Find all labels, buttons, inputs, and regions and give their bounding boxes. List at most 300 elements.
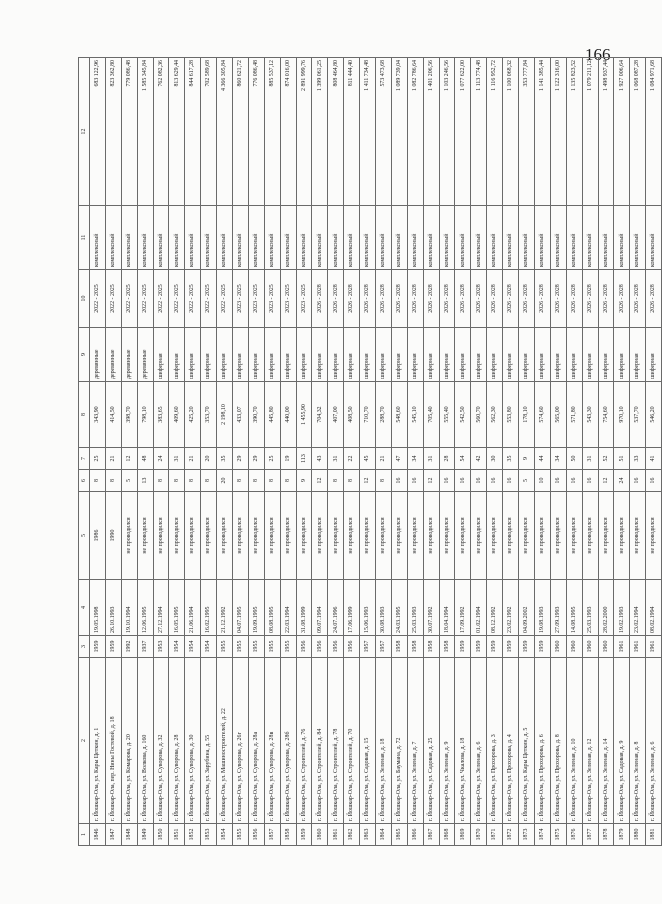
- last-repair-cell: не проводился: [582, 492, 598, 580]
- roof-material-cell: шиферная: [519, 328, 535, 382]
- cost-cell: 844 617,28: [185, 58, 201, 206]
- year-built-cell: 1955: [248, 636, 264, 658]
- address-cell: г. Йошкар-Ола, ул. Суворова, д. 28а: [248, 658, 264, 824]
- area-cell: 571,80: [566, 382, 582, 448]
- row-number-cell: 1855: [233, 824, 249, 846]
- count-col6-cell: 20: [217, 470, 233, 492]
- period-cell: 2026 - 2028: [439, 270, 455, 328]
- count-col6-cell: 16: [566, 470, 582, 492]
- count-col6-cell: 24: [614, 470, 630, 492]
- work-type-cell: комплексный: [503, 206, 519, 270]
- header-cell: 5: [79, 492, 90, 580]
- table-row: [233, 58, 249, 846]
- year-built-cell: 1959: [105, 636, 121, 658]
- count-col6-cell: 8: [201, 470, 217, 492]
- year-built-cell: 1960: [598, 636, 614, 658]
- area-cell: 178,10: [519, 382, 535, 448]
- date-cell: 27.12.1994: [153, 580, 169, 636]
- row-number-cell: 1863: [360, 824, 376, 846]
- last-repair-cell: не проводился: [614, 492, 630, 580]
- period-cell: 2026 - 2028: [598, 270, 614, 328]
- count-col6-cell: 8: [90, 470, 106, 492]
- table-row: [487, 58, 503, 846]
- last-repair-cell: не проводился: [534, 492, 550, 580]
- address-cell: г. Йошкар-Ола, ул. Строителей, д. 70: [344, 658, 360, 824]
- table-row: [280, 58, 296, 846]
- count-col7-cell: 31: [582, 448, 598, 470]
- row-number-cell: 1852: [185, 824, 201, 846]
- table-row: [471, 58, 487, 846]
- date-cell: 24.03.1995: [391, 580, 407, 636]
- address-cell: г. Йошкар-Ола, ул. Зеленая, д. 6: [471, 658, 487, 824]
- work-type-cell: комплексный: [550, 206, 566, 270]
- last-repair-cell: не проводился: [407, 492, 423, 580]
- period-cell: 2022 - 2025: [185, 270, 201, 328]
- row-number-cell: 1865: [391, 824, 407, 846]
- roof-material-cell: шиферная: [455, 328, 471, 382]
- count-col7-cell: 33: [630, 448, 646, 470]
- count-col7-cell: 9: [519, 448, 535, 470]
- count-col7-cell: 21: [105, 448, 121, 470]
- table-row: [121, 58, 137, 846]
- roof-material-cell: шиферная: [550, 328, 566, 382]
- date-cell: 28.02.2000: [598, 580, 614, 636]
- address-cell: г. Йошкар-Ола, ул. Баумана, д. 72: [391, 658, 407, 824]
- row-number-cell: 1869: [455, 824, 471, 846]
- row-number-cell: 1868: [439, 824, 455, 846]
- address-cell: г. Йошкар-Ола, ул. Зеленая, д. 8: [630, 658, 646, 824]
- date-cell: 19.08.1993: [534, 580, 550, 636]
- address-cell: г. Йошкар-Ола, ул. Зеленая, д. 14: [598, 658, 614, 824]
- work-type-cell: комплексный: [201, 206, 217, 270]
- count-col7-cell: 29: [248, 448, 264, 470]
- period-cell: 2022 - 2025: [105, 270, 121, 328]
- count-col6-cell: 16: [471, 470, 487, 492]
- period-cell: 2026 - 2028: [566, 270, 582, 328]
- address-cell: г. Йошкар-Ола, пер. Нины Гостевой, д. 18: [105, 658, 121, 824]
- date-cell: 21.06.1994: [185, 580, 201, 636]
- roof-material-cell: шиферная: [566, 328, 582, 382]
- count-col7-cell: 22: [344, 448, 360, 470]
- address-cell: г. Йошкар-Ола, ул. Суворова, д. 30: [185, 658, 201, 824]
- last-repair-cell: не проводился: [630, 492, 646, 580]
- date-cell: 19.09.1995: [248, 580, 264, 636]
- cost-cell: 762 082,36: [153, 58, 169, 206]
- count-col6-cell: 16: [630, 470, 646, 492]
- table-row: [550, 58, 566, 846]
- period-cell: 2026 - 2028: [503, 270, 519, 328]
- count-col7-cell: 35: [217, 448, 233, 470]
- row-number-cell: 1873: [519, 824, 535, 846]
- cost-cell: 885 537,12: [264, 58, 280, 206]
- address-cell: г. Йошкар-Ола, ул. Строителей, д. 78: [328, 658, 344, 824]
- date-cell: 16.05.1995: [169, 580, 185, 636]
- count-col6-cell: 16: [550, 470, 566, 492]
- count-col6-cell: 8: [376, 470, 392, 492]
- date-cell: 08.08.1995: [264, 580, 280, 636]
- roof-material-cell: шиферная: [153, 328, 169, 382]
- roof-material-cell: шиферная: [391, 328, 407, 382]
- count-col6-cell: 16: [391, 470, 407, 492]
- roof-material-cell: шиферная: [201, 328, 217, 382]
- count-col6-cell: 16: [439, 470, 455, 492]
- table-row: [185, 58, 201, 846]
- count-col6-cell: 12: [312, 470, 328, 492]
- header-row: [79, 58, 90, 846]
- work-type-cell: комплексный: [169, 206, 185, 270]
- cost-cell: 702 589,68: [201, 58, 217, 206]
- roof-material-cell: шиферная: [407, 328, 423, 382]
- area-cell: 562,30: [487, 382, 503, 448]
- count-col6-cell: 8: [185, 470, 201, 492]
- row-number-cell: 1878: [598, 824, 614, 846]
- row-number-cell: 1867: [423, 824, 439, 846]
- work-type-cell: комплексный: [423, 206, 439, 270]
- row-number-cell: 1856: [248, 824, 264, 846]
- count-col7-cell: 20: [201, 448, 217, 470]
- count-col7-cell: 28: [439, 448, 455, 470]
- address-cell: г. Йошкар-Ола, ул. Суворова, д. 28в: [264, 658, 280, 824]
- row-number-cell: 1860: [312, 824, 328, 846]
- header-cell: 9: [79, 328, 90, 382]
- area-cell: 565,00: [550, 382, 566, 448]
- work-type-cell: комплексный: [296, 206, 312, 270]
- work-type-cell: комплексный: [376, 206, 392, 270]
- last-repair-cell: не проводился: [344, 492, 360, 580]
- work-type-cell: комплексный: [312, 206, 328, 270]
- roof-material-cell: шиферная: [614, 328, 630, 382]
- address-cell: г. Йошкар-Ола, ул. Зеленая, д. 18: [376, 658, 392, 824]
- date-cell: 25.03.1993: [407, 580, 423, 636]
- count-col7-cell: 25: [90, 448, 106, 470]
- count-col7-cell: 19: [280, 448, 296, 470]
- date-cell: 18.04.1994: [439, 580, 455, 636]
- table-row: [360, 58, 376, 846]
- cost-cell: 779 086,48: [121, 58, 137, 206]
- count-col7-cell: 42: [471, 448, 487, 470]
- cost-cell: 683 122,96: [90, 58, 106, 206]
- roof-material-cell: шиферная: [312, 328, 328, 382]
- row-number-cell: 1848: [121, 824, 137, 846]
- year-built-cell: 1959: [90, 636, 106, 658]
- count-col7-cell: 45: [360, 448, 376, 470]
- address-cell: г. Йошкар-Ола, ул. Суворова, д. 28б: [280, 658, 296, 824]
- year-built-cell: 1954: [169, 636, 185, 658]
- address-cell: г. Йошкар-Ола, ул. Строителей, д. 84: [312, 658, 328, 824]
- year-built-cell: 1959: [455, 636, 471, 658]
- roof-material-cell: шиферная: [376, 328, 392, 382]
- year-built-cell: 1957: [360, 636, 376, 658]
- period-cell: 2026 - 2028: [376, 270, 392, 328]
- header-cell: 10: [79, 270, 90, 328]
- date-cell: 16.02.1995: [201, 580, 217, 636]
- year-built-cell: 1960: [582, 636, 598, 658]
- roof-material-cell: шиферная: [296, 328, 312, 382]
- row-number-cell: 1877: [582, 824, 598, 846]
- count-col6-cell: 16: [503, 470, 519, 492]
- header-cell: 4: [79, 580, 90, 636]
- count-col7-cell: 48: [137, 448, 153, 470]
- date-cell: 21.12.1992: [217, 580, 233, 636]
- table-row: [630, 58, 646, 846]
- table-row: [153, 58, 169, 846]
- year-built-cell: 1956: [312, 636, 328, 658]
- address-cell: г. Йошкар-Ола, ул. Суворова, д. 32: [153, 658, 169, 824]
- roof-material-cell: деревянные: [105, 328, 121, 382]
- table-row: [503, 58, 519, 846]
- table-row: [646, 58, 662, 846]
- last-repair-cell: 1990: [105, 492, 121, 580]
- date-cell: 30.07.1992: [423, 580, 439, 636]
- row-number-cell: 1870: [471, 824, 487, 846]
- roof-material-cell: шиферная: [248, 328, 264, 382]
- last-repair-cell: 1986: [90, 492, 106, 580]
- row-number-cell: 1853: [201, 824, 217, 846]
- count-col6-cell: 8: [264, 470, 280, 492]
- row-number-cell: 1854: [217, 824, 233, 846]
- header-cell: 7: [79, 448, 90, 470]
- count-col7-cell: 34: [407, 448, 423, 470]
- cost-cell: 1 498 937,44: [598, 58, 614, 206]
- date-cell: 12.06.1995: [137, 580, 153, 636]
- year-built-cell: 1956: [344, 636, 360, 658]
- header-cell: 1: [79, 824, 90, 846]
- roof-material-cell: шиферная: [233, 328, 249, 382]
- count-col6-cell: 8: [280, 470, 296, 492]
- table-row: [344, 58, 360, 846]
- cost-cell: 813 629,44: [169, 58, 185, 206]
- cost-cell: 573 473,68: [376, 58, 392, 206]
- roof-material-cell: шиферная: [598, 328, 614, 382]
- count-col7-cell: 21: [376, 448, 392, 470]
- period-cell: 2026 - 2028: [614, 270, 630, 328]
- area-cell: 537,70: [630, 382, 646, 448]
- cost-cell: 860 621,72: [233, 58, 249, 206]
- table-row: [614, 58, 630, 846]
- count-col6-cell: 16: [455, 470, 471, 492]
- cost-cell: 4 366 305,84: [217, 58, 233, 206]
- last-repair-cell: не проводился: [646, 492, 662, 580]
- address-cell: г. Йошкар-Ола, ул. Кары Цеткин, д. 1: [90, 658, 106, 824]
- area-cell: 445,80: [264, 382, 280, 448]
- address-cell: г. Йошкар-Ола, ул. Суворова, д. 26г: [233, 658, 249, 824]
- date-cell: 09.07.1994: [312, 580, 328, 636]
- work-type-cell: комплексный: [471, 206, 487, 270]
- work-type-cell: комплексный: [217, 206, 233, 270]
- date-cell: 23.02.1994: [630, 580, 646, 636]
- table-row: [455, 58, 471, 846]
- table-row: [169, 58, 185, 846]
- count-col6-cell: 12: [360, 470, 376, 492]
- last-repair-cell: не проводился: [153, 492, 169, 580]
- date-cell: 26.10.1993: [105, 580, 121, 636]
- address-cell: г. Йошкар-Ола, ул. Чкалова, д. 18: [455, 658, 471, 824]
- last-repair-cell: не проводился: [550, 492, 566, 580]
- data-table: [78, 57, 662, 846]
- date-cell: 25.03.1993: [582, 580, 598, 636]
- period-cell: 2026 - 2028: [534, 270, 550, 328]
- rotated-table-container: [78, 58, 657, 846]
- table-row: [519, 58, 535, 846]
- date-cell: 04.07.1995: [233, 580, 249, 636]
- year-built-cell: 1959: [534, 636, 550, 658]
- period-cell: 2022 - 2025: [217, 270, 233, 328]
- cost-cell: 1 100 068,32: [503, 58, 519, 206]
- cost-cell: 2 891 999,76: [296, 58, 312, 206]
- last-repair-cell: не проводился: [264, 492, 280, 580]
- count-col6-cell: 16: [407, 470, 423, 492]
- last-repair-cell: не проводился: [598, 492, 614, 580]
- period-cell: 2023 - 2025: [280, 270, 296, 328]
- count-col6-cell: 8: [233, 470, 249, 492]
- address-cell: г. Йошкар-Ола, ул. Машиностроителей, д. 22: [217, 658, 233, 824]
- date-cell: 04.09.2002: [519, 580, 535, 636]
- last-repair-cell: не проводился: [169, 492, 185, 580]
- count-col7-cell: 47: [391, 448, 407, 470]
- address-cell: г. Йошкар-Ола, ул. Комарова, д. 20: [121, 658, 137, 824]
- count-col6-cell: 8: [328, 470, 344, 492]
- last-repair-cell: не проводился: [360, 492, 376, 580]
- cost-cell: 1 411 734,48: [360, 58, 376, 206]
- cost-cell: 353 777,84: [519, 58, 535, 206]
- date-cell: 31.08.1999: [296, 580, 312, 636]
- row-number-cell: 1849: [137, 824, 153, 846]
- roof-material-cell: шиферная: [344, 328, 360, 382]
- year-built-cell: 1953: [153, 636, 169, 658]
- cost-cell: 1 103 246,56: [439, 58, 455, 206]
- work-type-cell: комплексный: [582, 206, 598, 270]
- date-cell: 23.02.1992: [503, 580, 519, 636]
- row-number-cell: 1880: [630, 824, 646, 846]
- date-cell: 15.06.1993: [360, 580, 376, 636]
- header-cell: 8: [79, 382, 90, 448]
- last-repair-cell: не проводился: [248, 492, 264, 580]
- row-number-cell: 1874: [534, 824, 550, 846]
- cost-cell: 1 116 952,72: [487, 58, 503, 206]
- area-cell: 390,70: [248, 382, 264, 448]
- date-cell: 08.12.1992: [487, 580, 503, 636]
- cost-cell: 1 141 385,44: [534, 58, 550, 206]
- count-col7-cell: 30: [487, 448, 503, 470]
- work-type-cell: комплексный: [185, 206, 201, 270]
- table-row: [137, 58, 153, 846]
- work-type-cell: комплексный: [233, 206, 249, 270]
- last-repair-cell: не проводился: [439, 492, 455, 580]
- row-number-cell: 1881: [646, 824, 662, 846]
- date-cell: 17.06.1999: [344, 580, 360, 636]
- table-row: [105, 58, 121, 846]
- area-cell: 288,70: [376, 382, 392, 448]
- date-cell: 19.10.1994: [121, 580, 137, 636]
- cost-cell: 823 362,80: [105, 58, 121, 206]
- count-col7-cell: 51: [614, 448, 630, 470]
- year-built-cell: 1954: [185, 636, 201, 658]
- area-cell: 2 198,10: [217, 382, 233, 448]
- address-cell: г. Йошкар-Ола, ул. Садовая, д. 15: [360, 658, 376, 824]
- count-col6-cell: 9: [296, 470, 312, 492]
- roof-material-cell: шиферная: [582, 328, 598, 382]
- area-cell: 548,60: [391, 382, 407, 448]
- address-cell: г. Йошкар-Ола, ул. Зеленая, д. 6: [646, 658, 662, 824]
- work-type-cell: комплексный: [280, 206, 296, 270]
- area-cell: 353,70: [201, 382, 217, 448]
- area-cell: 705,40: [423, 382, 439, 448]
- period-cell: 2026 - 2028: [312, 270, 328, 328]
- last-repair-cell: не проводился: [280, 492, 296, 580]
- table-row: [439, 58, 455, 846]
- period-cell: 2026 - 2028: [471, 270, 487, 328]
- last-repair-cell: не проводился: [201, 492, 217, 580]
- roof-material-cell: шиферная: [439, 328, 455, 382]
- area-cell: 710,70: [360, 382, 376, 448]
- period-cell: 2026 - 2028: [519, 270, 535, 328]
- table-row: [90, 58, 106, 846]
- cost-cell: 1 079 211,12: [582, 58, 598, 206]
- area-cell: 383,65: [153, 382, 169, 448]
- last-repair-cell: не проводился: [455, 492, 471, 580]
- row-number-cell: 1879: [614, 824, 630, 846]
- roof-material-cell: шиферная: [503, 328, 519, 382]
- year-built-cell: 1992: [121, 636, 137, 658]
- year-built-cell: 1958: [391, 636, 407, 658]
- roof-material-cell: шиферная: [360, 328, 376, 382]
- year-built-cell: 1958: [407, 636, 423, 658]
- area-cell: 398,70: [121, 382, 137, 448]
- last-repair-cell: не проводился: [487, 492, 503, 580]
- table-row: [312, 58, 328, 846]
- year-built-cell: 1955: [217, 636, 233, 658]
- row-number-cell: 1876: [566, 824, 582, 846]
- period-cell: 2026 - 2028: [423, 270, 439, 328]
- work-type-cell: комплексный: [344, 206, 360, 270]
- table-row: [534, 58, 550, 846]
- row-number-cell: 1866: [407, 824, 423, 846]
- last-repair-cell: не проводился: [217, 492, 233, 580]
- area-cell: 414,50: [105, 382, 121, 448]
- count-col6-cell: 8: [344, 470, 360, 492]
- row-number-cell: 1850: [153, 824, 169, 846]
- date-cell: 19.05.1998: [90, 580, 106, 636]
- year-built-cell: 1959: [519, 636, 535, 658]
- roof-material-cell: шиферная: [423, 328, 439, 382]
- work-type-cell: комплексный: [646, 206, 662, 270]
- work-type-cell: комплексный: [598, 206, 614, 270]
- address-cell: г. Йошкар-Ола, ул. Прохорова, д. 4: [503, 658, 519, 824]
- count-col7-cell: 35: [503, 448, 519, 470]
- period-cell: 2026 - 2028: [455, 270, 471, 328]
- address-cell: г. Йошкар-Ола, ул. Прохорова, д. 8: [550, 658, 566, 824]
- cost-cell: 1 585 345,84: [137, 58, 153, 206]
- period-cell: 2023 - 2025: [264, 270, 280, 328]
- roof-material-cell: шиферная: [264, 328, 280, 382]
- area-cell: 543,30: [582, 382, 598, 448]
- period-cell: 2026 - 2028: [487, 270, 503, 328]
- year-built-cell: 1937: [137, 636, 153, 658]
- year-built-cell: 1955: [280, 636, 296, 658]
- last-repair-cell: не проводился: [296, 492, 312, 580]
- roof-material-cell: шиферная: [185, 328, 201, 382]
- address-cell: г. Йошкар-Ола, ул. Зеленая, д. 12: [582, 658, 598, 824]
- table-row: [391, 58, 407, 846]
- area-cell: 560,70: [471, 382, 487, 448]
- cost-cell: 811 444,40: [344, 58, 360, 206]
- period-cell: 2023 - 2025: [248, 270, 264, 328]
- row-number-cell: 1871: [487, 824, 503, 846]
- date-cell: 17.09.1992: [455, 580, 471, 636]
- row-number-cell: 1872: [503, 824, 519, 846]
- count-col6-cell: 16: [646, 470, 662, 492]
- period-cell: 2026 - 2028: [646, 270, 662, 328]
